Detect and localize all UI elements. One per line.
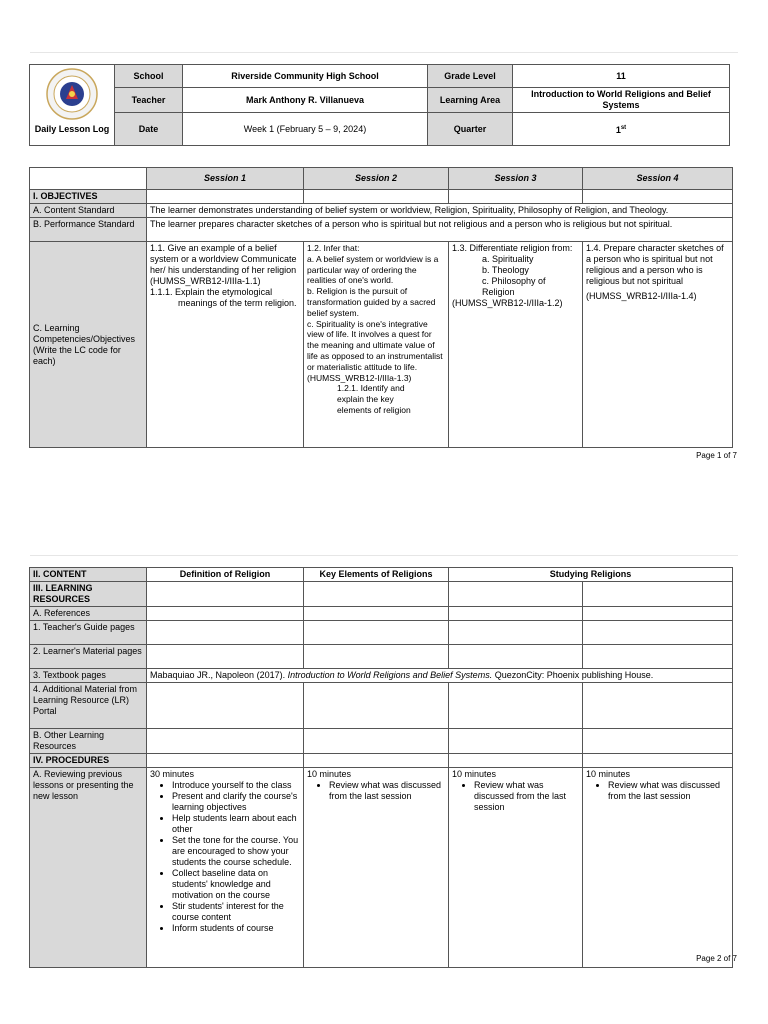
session-3-review <box>449 768 583 968</box>
grade-value: 11 <box>513 65 730 88</box>
s3-activity: • Review what was discussed from the last session <box>474 780 579 813</box>
s4-activity: • Review what was discussed from the last session <box>608 780 729 802</box>
quarter-label: Quarter <box>428 113 513 146</box>
s1-activity: • Inform students of course <box>172 923 300 934</box>
quarter-value <box>513 113 730 146</box>
learning-competencies-label: C. Learning Competencies/Objectives (Write the LC code for each) <box>30 242 147 448</box>
textbook-author: Mabaquiao JR., Napoleon (2017). <box>150 670 288 680</box>
session-1-competency <box>147 242 304 448</box>
date-label: Date <box>115 113 183 146</box>
content-table <box>29 567 733 968</box>
log-title: Daily Lesson Log <box>34 124 110 134</box>
session-4-header: Session 4 <box>583 168 733 190</box>
deped-seal-icon <box>46 68 98 120</box>
performance-standard-text: The learner prepares character sketches of a person who is spiritual but not religious and a person who is religious but not spiritual. <box>147 218 733 242</box>
performance-standard-label: B. Performance Standard <box>30 218 147 242</box>
s2-item-c: c. Spirituality is one's integrative view of life. It involves a quest for the meaning and ultimate value of life as opposed to an instrumentalist or materialistic attitude to life. <box>307 318 443 372</box>
session-1-header: Session 1 <box>147 168 304 190</box>
s2-infer: 1.2. Infer that: <box>307 243 360 253</box>
s2-item-b: b. Religion is the pursuit of transformation guided by a sacred belief system. <box>307 286 436 318</box>
date-value: Week 1 (February 5 – 9, 2024) <box>183 113 428 146</box>
page-number-2: Page 2 of 7 <box>696 954 737 963</box>
header-table <box>29 64 730 146</box>
s2-activity: • Review what was discussed from the last session <box>329 780 445 802</box>
s2-duration: 10 minutes <box>307 769 352 779</box>
s1-duration: 30 minutes <box>150 769 195 779</box>
quarter-suffix: st <box>620 124 627 131</box>
school-value: Riverside Community High School <box>183 65 428 88</box>
textbook-publisher: QuezonCity: Phoenix publishing House. <box>492 670 654 680</box>
teachers-guide-label: 1. Teacher's Guide pages <box>30 621 147 645</box>
s2-activity-list <box>307 780 445 802</box>
quarter-number: 1 <box>615 124 621 135</box>
textbook-label: 3. Textbook pages <box>30 669 147 683</box>
session-3-competency <box>449 242 583 448</box>
content-standard-text: The learner demonstrates understanding of belief system or worldview, Religion, Spirituality, Philosophy of Religion, and Theology. <box>147 204 733 218</box>
learning-area-label: Learning Area <box>428 88 513 113</box>
s4-duration: 10 minutes <box>586 769 631 779</box>
content-standard-label: A. Content Standard <box>30 204 147 218</box>
content-session-3-4: Studying Religions <box>449 568 733 582</box>
s3-item-c: c. Philosophy of Religion <box>482 276 546 297</box>
s3-item-b: b. Theology <box>482 265 529 275</box>
s1-activity: • Set the tone for the course. You are encouraged to show your students the course schedule. <box>172 835 300 868</box>
content-session-1: Definition of Religion <box>147 568 304 582</box>
grade-label: Grade Level <box>428 65 513 88</box>
session-1-review <box>147 768 304 968</box>
s1-activity: • Introduce yourself to the class <box>172 780 300 791</box>
deped-seal-cell <box>30 65 115 146</box>
objectives-heading: I. OBJECTIVES <box>30 190 147 204</box>
s4-activity-list <box>586 780 729 802</box>
s3-item-a: a. Spirituality <box>482 254 534 264</box>
page-break-rule <box>30 555 738 556</box>
textbook-citation <box>147 669 733 683</box>
session-2-competency <box>304 242 449 448</box>
textbook-title: Introduction to World Religions and Belief Systems. <box>287 670 493 680</box>
s2-item-a: a. A belief system or worldview is a particular way of ordering the realities of one's world. <box>307 253 439 286</box>
s1-sub-competency: 1.1.1. Explain the etymological meanings of the term religion. <box>150 287 297 308</box>
content-heading: II. CONTENT <box>30 568 147 582</box>
s1-competency-text: 1.1. Give an example of a belief system or a worldview Communicate her/ his understanding of her religion (HUMSS_WRB12-I/IIIa-1.1) <box>150 243 297 286</box>
additional-material-label: 4. Additional Material from Learning Resource (LR) Portal <box>30 683 147 729</box>
s3-competency-text: 1.3. Differentiate religion from: <box>452 243 573 253</box>
s1-activity: • Help students learn about each other <box>172 813 300 835</box>
s2-code: (HUMSS_WRB12-I/IIIa-1.3) <box>307 372 412 383</box>
s1-activity: • Present and clarify the course's learning objectives <box>172 791 300 813</box>
teacher-value: Mark Anthony R. Villanueva <box>183 88 428 113</box>
references-label: A. References <box>30 607 147 621</box>
page-number-1: Page 1 of 7 <box>696 451 737 460</box>
procedures-heading: IV. PROCEDURES <box>30 754 147 768</box>
s3-code: (HUMSS_WRB12-I/IIIa-1.2) <box>452 298 563 308</box>
s4-code: (HUMSS_WRB12-I/IIIa-1.4) <box>586 291 697 301</box>
session-4-competency <box>583 242 733 448</box>
teacher-label: Teacher <box>115 88 183 113</box>
sessions-corner <box>30 168 147 190</box>
school-label: School <box>115 65 183 88</box>
s1-activity-list <box>150 780 300 934</box>
session-3-header: Session 3 <box>449 168 583 190</box>
s1-activity: • Stir students' interest for the course content <box>172 901 300 923</box>
learning-area-value: Introduction to World Religions and Belief Systems <box>513 88 730 113</box>
page-top-rule <box>30 52 738 53</box>
session-4-review <box>583 768 733 968</box>
session-2-header: Session 2 <box>304 168 449 190</box>
s4-competency-text: 1.4. Prepare character sketches of a person who is spiritual but not religious and a person who is religious but not spiritual <box>586 243 724 286</box>
s3-duration: 10 minutes <box>452 769 497 779</box>
s3-activity-list <box>452 780 579 813</box>
session-2-review <box>304 768 449 968</box>
other-resources-label: B. Other Learning Resources <box>30 729 147 754</box>
reviewing-label: A. Reviewing previous lessons or presenting the new lesson <box>30 768 147 968</box>
objectives-table <box>29 167 733 448</box>
learning-resources-heading: III. LEARNING RESOURCES <box>30 582 147 607</box>
s2-sub-competency: 1.2.1. Identify and explain the key elements of religion <box>337 383 411 415</box>
learners-material-label: 2. Learner's Material pages <box>30 645 147 669</box>
s1-activity: • Collect baseline data on students' knowledge and motivation on the course <box>172 868 300 901</box>
content-session-2: Key Elements of Religions <box>304 568 449 582</box>
